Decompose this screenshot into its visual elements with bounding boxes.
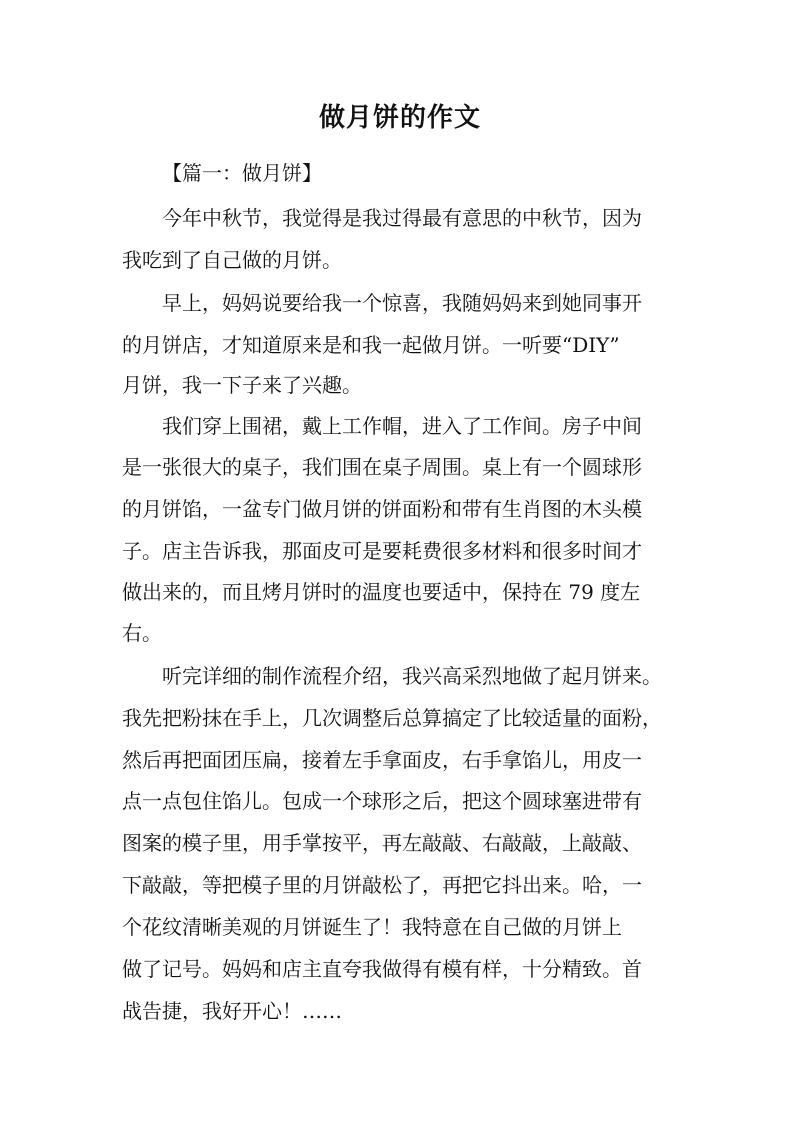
text-line: 的月饼店，才知道原来是和我一起做月饼。一听要“DIY” xyxy=(122,333,620,357)
text-line: 我吃到了自己做的月饼。 xyxy=(122,248,342,272)
text-line: 月饼，我一下子来了兴趣。 xyxy=(122,373,362,397)
text-line: 的月饼馅，一盆专门做月饼的饼面粉和带有生肖图的木头模 xyxy=(122,497,642,521)
text-line: 右。 xyxy=(122,621,162,645)
text-line: 子。店主告诉我，那面皮可是要耗费很多材料和很多时间才 xyxy=(122,539,642,563)
text-line: 今年中秋节，我觉得是我过得最有意思的中秋节，因为 xyxy=(162,206,642,230)
text-line: 是一张很大的桌子，我们围在桌子周围。桌上有一个圆球形 xyxy=(122,455,642,479)
text-line: 我们穿上围裙，戴上工作帽，进入了工作间。房子中间 xyxy=(162,414,642,438)
text-line: 然后再把面团压扁，接着左手拿面皮，右手拿馅儿，用皮一 xyxy=(122,748,642,772)
text-line: 做出来的，而且烤月饼时的温度也要适中，保持在 79 度左 xyxy=(122,580,641,604)
text-line: 早上，妈妈说要给我一个惊喜，我随妈妈来到她同事开 xyxy=(162,291,642,315)
page-title: 做月饼的作文 xyxy=(318,103,481,133)
text-line: 听完详细的制作流程介绍，我兴高采烈地做了起月饼来。 xyxy=(162,664,662,688)
text-line: 图案的模子里，用手掌按平，再左敲敲、右敲敲，上敲敲、 xyxy=(122,831,642,855)
text-line: 点一点包住馅儿。包成一个球形之后，把这个圆球塞进带有 xyxy=(122,789,642,813)
text-line: 战告捷，我好开心！…… xyxy=(122,999,342,1023)
section-heading: 【篇一：做月饼】 xyxy=(162,161,322,185)
text-line: 我先把粉抹在手上，几次调整后总算搞定了比较适量的面粉， xyxy=(122,706,662,730)
text-line: 做了记号。妈妈和店主直夸我做得有模有样，十分精致。首 xyxy=(122,957,642,981)
text-line: 下敲敲，等把模子里的月饼敲松了，再把它抖出来。哈，一 xyxy=(122,873,642,897)
text-line: 个花纹清晰美观的月饼诞生了！我特意在自己做的月饼上 xyxy=(122,915,622,939)
